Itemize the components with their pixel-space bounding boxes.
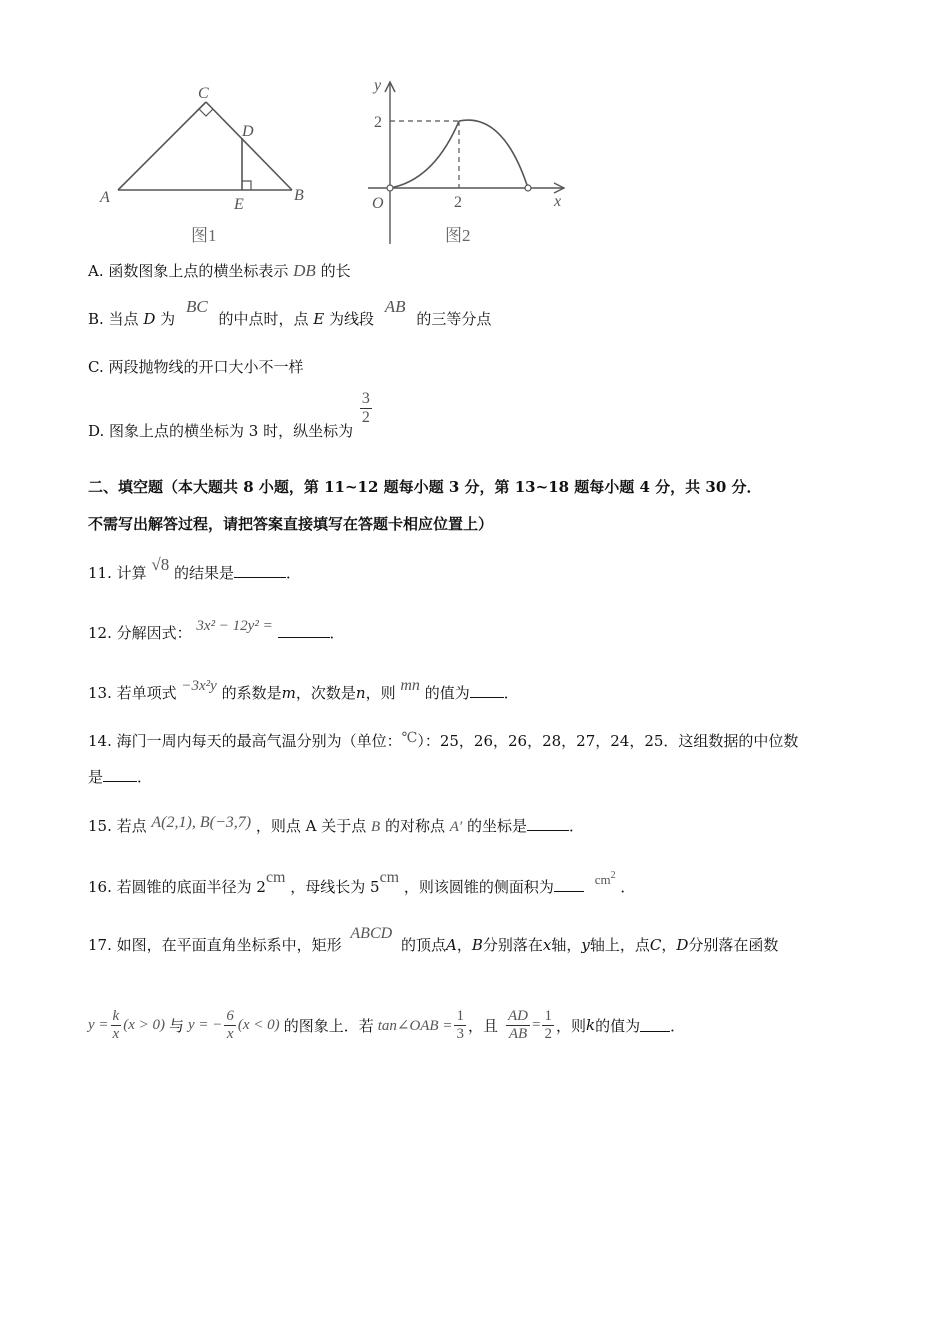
answer-blank-16[interactable]	[554, 878, 584, 892]
option-a-math: DB	[293, 261, 316, 280]
answer-blank-12[interactable]	[278, 624, 330, 638]
question-11: 11. 计算 √8 的结果是 ．	[88, 555, 302, 582]
q15-points: A(2,1), B(−3,7)	[151, 814, 252, 831]
fig1-label-a: A	[100, 189, 110, 206]
fig2-label-origin: O	[372, 195, 384, 212]
section-2-heading-line1: 二、填空题（本大题共 8 小题，第 11~12 题每小题 3 分，第 13~18 题每小题 4 分，共 30 分．	[88, 478, 762, 496]
answer-blank-15[interactable]	[527, 817, 569, 831]
figure-2-graph	[358, 72, 578, 250]
figure-1-triangle	[96, 78, 316, 248]
option-c[interactable]: C. 两段抛物线的开口大小不一样	[88, 358, 304, 376]
q17-fraction-6-over-x: $\frac{6}{x}$	[226, 1008, 234, 1042]
question-15: 15. 若点 A(2,1), B(−3,7) ，则点 A 关于点 B 的对称点 A′ 的坐标是 ．	[88, 814, 585, 835]
question-17-line1: 17. 如图，在平面直角坐标系中，矩形 ABCD 的顶点A，B分别落在x轴，y轴上，点C，D分别落在函数	[88, 925, 779, 954]
fig1-label-c: C	[198, 85, 209, 102]
question-16: 16. 若圆锥的底面半径为 2cm ，母线长为 5cm ，则该圆锥的侧面积为 $cm^2$ ．	[88, 869, 636, 896]
option-b-math-bc: BC	[185, 297, 208, 316]
fig2-label-x: x	[554, 193, 562, 210]
question-14-line1: 14. 海门一周内每天的最高气温分别为（单位：℃）：25，26，26，28，27，24，25．这组数据的中位数	[88, 731, 799, 750]
q17-fraction-one-third: $\frac{1}{3}$	[456, 1008, 464, 1042]
fig1-label-b: B	[294, 187, 304, 204]
question-14-line2: 是 ．	[88, 768, 153, 786]
option-d[interactable]: D. 图象上点的横坐标为 3 时，纵坐标为 $\frac{3}{2}$	[88, 390, 370, 441]
q13-expression: −3x²y	[181, 678, 217, 694]
q11-radical: √8	[151, 555, 170, 574]
answer-blank-17[interactable]	[640, 1018, 670, 1032]
q12-expression: 3x² − 12y² =	[196, 618, 273, 634]
answer-blank-14[interactable]	[103, 768, 137, 782]
question-13: 13. 若单项式 −3x²y 的系数是m，次数是n，则 mn 的值为 ．	[88, 677, 519, 702]
fig1-caption: 图1	[191, 226, 217, 245]
q14-unit: ℃	[401, 731, 418, 746]
option-b-math-ab: AB	[384, 297, 406, 316]
fig2-label-x-2: 2	[454, 194, 462, 211]
fig1-label-d: D	[242, 123, 254, 140]
q17-fraction-ad-over-ab: $\frac{AD}{AB}$	[507, 1008, 528, 1042]
option-a[interactable]: A. 函数图象上点的横坐标表示 DB 的长	[88, 261, 351, 280]
fig2-caption: 图2	[445, 226, 471, 245]
q17-rectangle: ABCD	[350, 925, 393, 942]
option-d-fraction: $\frac{3}{2}$	[361, 390, 370, 426]
answer-blank-11[interactable]	[234, 564, 286, 578]
q17-fraction-one-half: $\frac{1}{2}$	[544, 1008, 552, 1042]
answer-blank-13[interactable]	[470, 684, 504, 698]
fig2-label-y: y	[374, 77, 382, 94]
fig1-label-e: E	[234, 196, 244, 213]
option-b[interactable]: B. 当点 D 为 BC 的中点时，点 E 为线段 AB 的三等分点	[88, 297, 492, 328]
q17-fraction-k-over-x: $\frac{k}{x}$	[112, 1008, 120, 1042]
q13-mn: mn	[400, 677, 420, 694]
question-12: 12. 分解因式： 3x² − 12y² = ．	[88, 618, 345, 642]
question-17-line2: y = $\frac{k}{x}$ (x > 0) 与 y = − $\frac{6}{x}$ (x < 0) 的图象上．若 tan∠OAB = $\frac{1}{3}$ ，且 $\frac{AD}{AB}$ = $\frac{1}{2}$ ，则 k 的值为 ．	[88, 1008, 686, 1042]
section-2-heading-line2: 不需写出解答过程，请把答案直接填写在答题卡相应位置上）	[88, 515, 494, 533]
fig2-label-y-2: 2	[374, 114, 382, 131]
